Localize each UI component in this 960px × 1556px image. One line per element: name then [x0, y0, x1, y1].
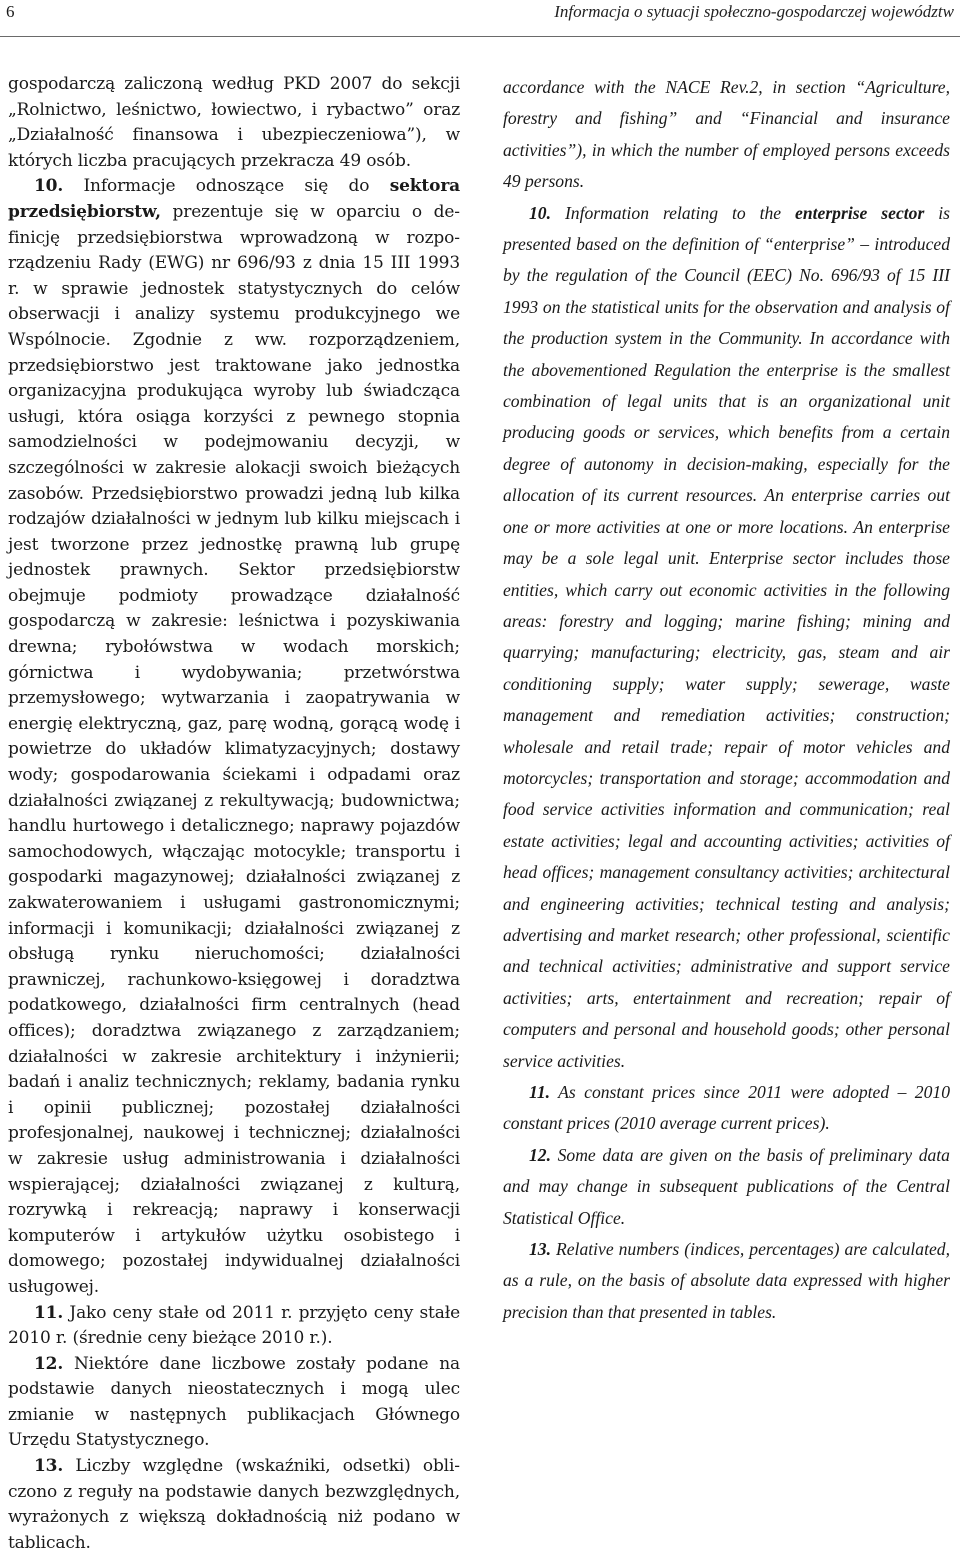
pl-paragraph-11-body: Jako ceny stałe od 2011 r. przyjęto ceny stałe 2010 r. (średnie ceny bieżące 2010 r.). — [8, 1302, 461, 1349]
pl-note-number-12: 12. — [34, 1353, 64, 1374]
en-paragraph-10-body: is presented based on the definition of “enterprise” – introduced by the regulation of the Council (EEC) No. 696/93 of 15 III 1993 on the statistical units for the observation and analysis of the production system in the Community. In accordance with the abovementioned Regulation the enterprise is the smallest combination of legal units that is an organizational unit producing goods or services, which benefits from a certain degree of autonomy in decision-making, especially for the allocation of its current resources. An enterprise carries out one or more activities at one or more locations. An enterprise may be a sole legal unit. Enterprise sector includes those entities, which carry out economic activities in the following areas: forestry and logging; marine fishing; mining and quarrying; manufacturing; electricity, gas, steam and air conditioning supply; water supply; sewerage, waste management and remediation activities; construction; wholesale and retail trade; repair of motor vehicles and motorcycles; transportation and storage; accommodation and food service activities information and communication; real estate activities; legal and accounting activities; activities of head offices; management consultancy activities; architectural and engineering activities; technical testing and analysis; advertising and market research; other professional, scientific and technical activities; administrative and support service activities; arts, entertainment and recreation; repair of computers and personal and household goods; other personal service activities. — [503, 202, 950, 1071]
en-paragraph-12 — [503, 1140, 950, 1234]
en-paragraph-12-body: Some data are given on the basis of preliminary data and may change in subsequent publications of the Central Statistical Office. — [503, 1144, 950, 1228]
pl-note-number-10: 10. — [34, 176, 64, 197]
pl-paragraph-1: gospodarczą zaliczoną według PKD 2007 do sekcji „Rolnictwo, leśnictwo, łowiectwo, i rybactwo” oraz „Działalność finansowa i ubezpieczeniowa”), w których liczba pracujących przekracza 49 osób. — [8, 74, 460, 171]
en-paragraph-11 — [503, 1077, 950, 1140]
en-note-number-10: 10. — [529, 202, 551, 223]
pl-paragraph-10-body: prezentuje się w oparciu o definicję przedsiębiorstwa wprowadzoną w rozporządzeniu Rady (EWG) nr 696/93 z dnia 15 III 1993 r. w sprawie jednostek statystycznych do celów obserwacji i analizy systemu produkcyjnego we Wspólnocie. Zgodnie z ww. rozporządzeniem, przedsiębiorstwo jest traktowane jako jednostka organizacyjna produkująca wyroby lub świadcząca usługi, która osiąga korzyści z pewnego stopnia samodzielności w podejmowaniu decyzji, w szczególności w zakresie alokacji swoich bieżących zasobów. Przedsiębiorstwo prowadzi jedną lub kilka rodzajów działalności w jednym lub kilku miejscach i jest tworzone przez jednostkę prawną lub grupę jednostek prawnych. Sektor przedsiębiorstw obejmuje podmioty prowadzące działalność gospodarczą w zakresie: leśnictwa i pozyskiwania drewna; rybołówstwa w wodach morskich; górnictwa i wydobywania; przetwórstwa przemysłowego; wytwarzania i zaopatrywania w energię elektryczną, gaz, parę wodną, gorącą wodę i powietrze do układów klimatyzacyjnych; dostawy wody; gospodarowania ściekami i odpadami oraz działalności związanej z rekultywacją; budownictwa; handlu hurtowego i detalicznego; naprawy pojazdów samochodowych, włączając motocykle; transportu i gospodarki magazynowej; działalności związanej z zakwaterowaniem i usługami gastronomicznymi; informacji i komunikacji; działalności związanej z obsługą rynku nieruchomości; działalności prawniczej, rachunkowo-księgowej i doradztwa podatkowego, działalności firm centralnych (head offices); doradztwa związanego z zarządzaniem; działalności w zakresie architektury i inżynierii; badań i analiz technicznych; reklamy, badania rynku i opinii publicznej; pozostałej działalności profesjonalnej, naukowej i technicznej; działalności w zakresie usług administrowania i działalności wspierającej; działalności związanej z kulturą, rozrywką i rekreacją; naprawy i konserwacji komputerów i artykułów użytku osobistego i domowego; pozostałej indywidualnej działalności usługowej. — [8, 201, 460, 1297]
en-note-number-11: 11. — [529, 1082, 551, 1102]
en-paragraph-10 — [503, 198, 950, 1077]
pl-paragraph-13-body: Liczby względne (wskaźniki, odsetki) obliczono z reguły na podstawie danych bezwzględnych, wyrażonych z większą dokładnością niż podano w tablicach. — [8, 1456, 461, 1553]
en-note-number-13: 13. — [529, 1239, 551, 1260]
polish-column — [8, 72, 460, 1556]
en-paragraph-11-body: As constant prices since 2011 were adopted – 2010 constant prices (2010 average current prices). — [503, 1082, 950, 1134]
en-paragraph-13-body: Relative numbers (indices, percentages) are calculated, as a rule, on the basis of absolute data expressed with higher precision than that presented in tables. — [503, 1239, 950, 1322]
running-title: Informacja o sytuacji społeczno-gospodarczej województw — [554, 2, 954, 21]
pl-paragraph-12 — [8, 1352, 460, 1454]
en-term-enterprise-sector: enterprise sector — [795, 202, 925, 223]
en-paragraph-10-lead: Information relating to the — [564, 202, 782, 223]
en-paragraph-13 — [503, 1234, 950, 1328]
page-header — [0, 0, 960, 30]
page-number: 6 — [6, 2, 15, 21]
pl-paragraph-10-lead: Informacje odnoszące się do — [83, 176, 370, 197]
header-rule — [0, 36, 960, 37]
pl-note-number-11: 11. — [34, 1302, 64, 1323]
pl-note-number-13: 13. — [34, 1456, 64, 1477]
pl-term-enterprise-sector: sektora przedsiębiorstw, — [8, 176, 460, 222]
pl-paragraph-10 — [8, 174, 460, 1300]
en-note-number-12: 12. — [529, 1144, 551, 1165]
pl-paragraph-11 — [8, 1301, 460, 1352]
pl-paragraph-12-body: Niektóre dane liczbowe zostały podane na podstawie danych nieostatecznych i mogą ulec zmianie w następnych publikacjach Głównego Urzędu Statystycznego. — [8, 1353, 460, 1451]
en-paragraph-1: accordance with the NACE Rev.2, in section “Agriculture, forestry and fishing” and “Financial and insurance activities”), in which the number of employed persons exceeds 49 persons. — [503, 77, 950, 192]
english-column — [503, 72, 950, 1328]
